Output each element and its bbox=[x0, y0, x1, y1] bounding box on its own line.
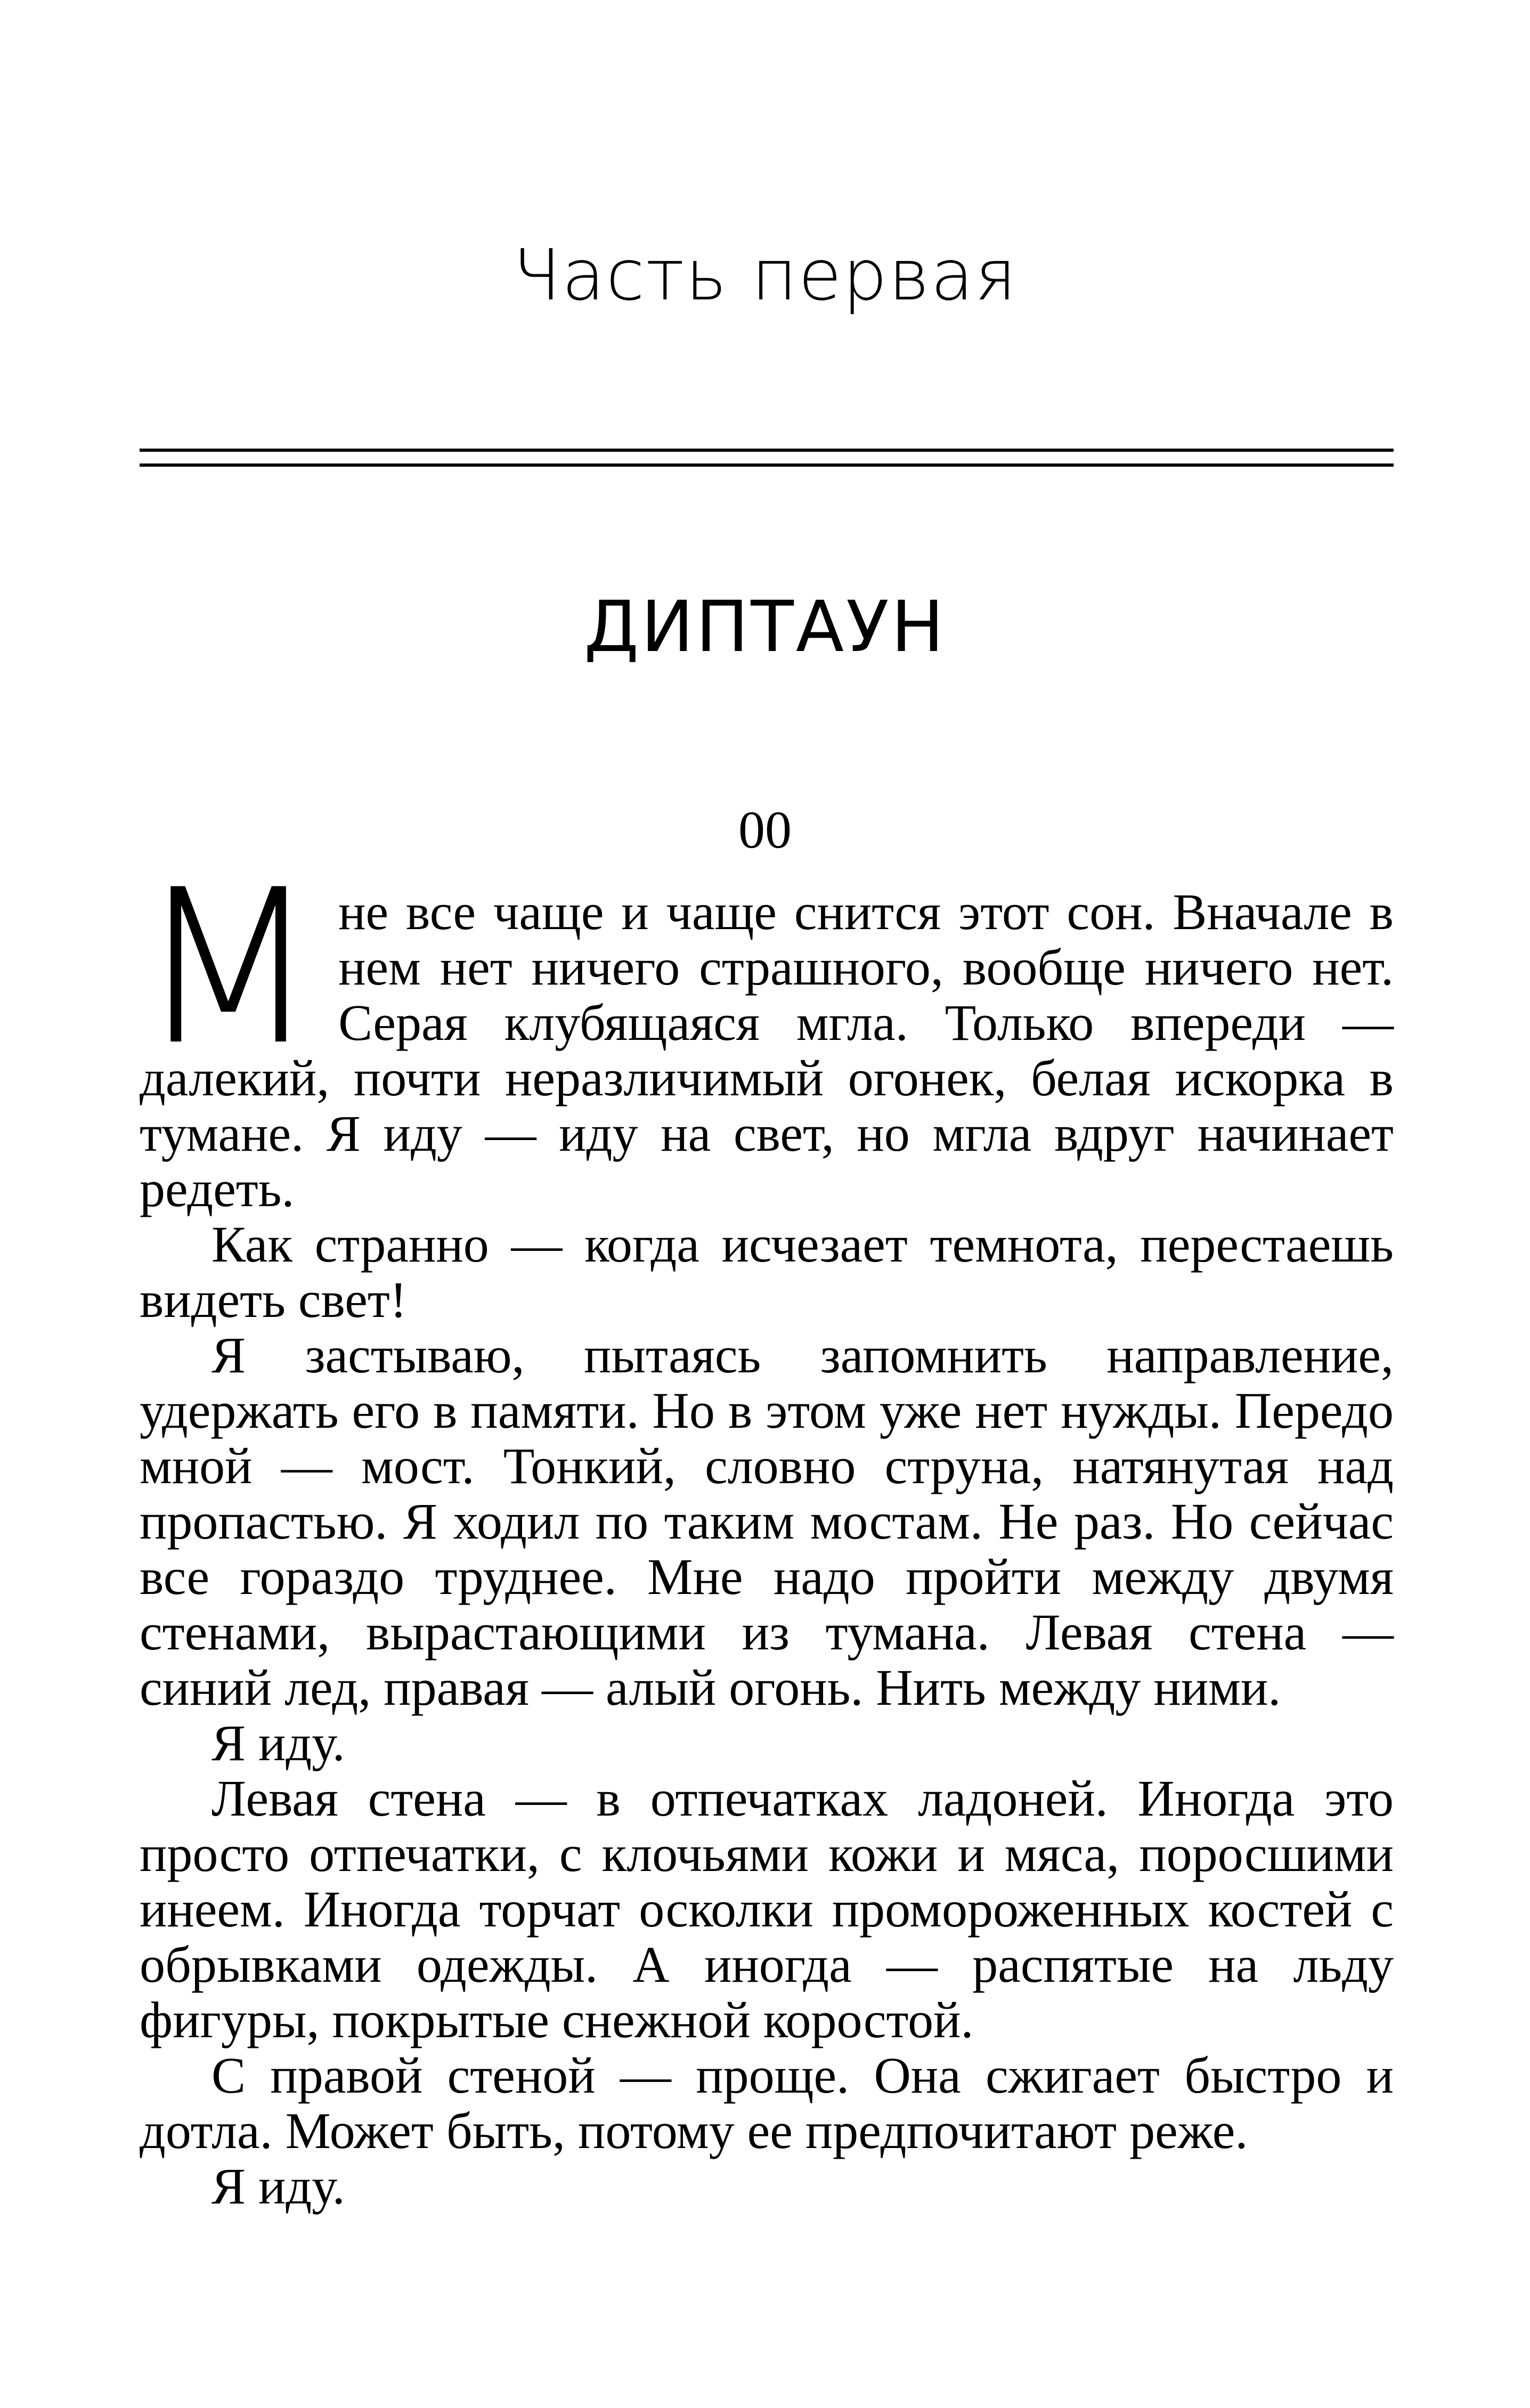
paragraph: Как странно — когда исчезает темнота, перестаешь видеть свет! bbox=[140, 1216, 1394, 1328]
paragraph bbox=[136, 844, 1394, 1217]
section-number: 00 bbox=[738, 800, 792, 859]
divider-bottom bbox=[140, 463, 1394, 467]
paragraph-text: не все чаще и чаще снится этот сон. Вначале в нем нет ничего страшного, вообще ничего нет. Серая клубящаяся мгла. Только впереди — далекий, почти неразличимый огонек, белая искорка в тумане. Я иду — иду на свет, но мгла вдруг начинает редеть. bbox=[140, 883, 1394, 1217]
paragraph: С правой стеной — проще. Она сжигает быстро и дотла. Может быть, потому ее предпочитают реже. bbox=[140, 2047, 1394, 2159]
divider-top bbox=[140, 449, 1394, 452]
chapter-title: ДИПТАУН bbox=[584, 586, 946, 668]
drop-cap: М bbox=[136, 844, 321, 1092]
part-title: Часть первая bbox=[512, 234, 1018, 316]
body-text bbox=[136, 844, 1394, 2215]
paragraph: Я иду. bbox=[211, 2158, 345, 2215]
paragraph: Я застываю, пытаясь запомнить направление, удержать его в памяти. Но в этом уже нет нужды. Передо мной — мост. Тонкий, словно струна, натянутая над пропастью. Я ходил по таким мостам. Не раз. Но сейчас все гораздо труднее. Мне надо пройти между двумя стенами, вырастающими из тумана. Левая стена — синий лед, правая — алый огонь. Нить между ними. bbox=[140, 1327, 1394, 1716]
paragraph: Левая стена — в отпечатках ладоней. Иногда это просто отпечатки, с клочьями кожи и мяса, поросшими инеем. Иногда торчат осколки промороженных костей с обрывками одежды. А иногда — распятые на льду фигуры, покрытые снежной коростой. bbox=[140, 1770, 1394, 2048]
paragraph: Я иду. bbox=[211, 1714, 345, 1771]
